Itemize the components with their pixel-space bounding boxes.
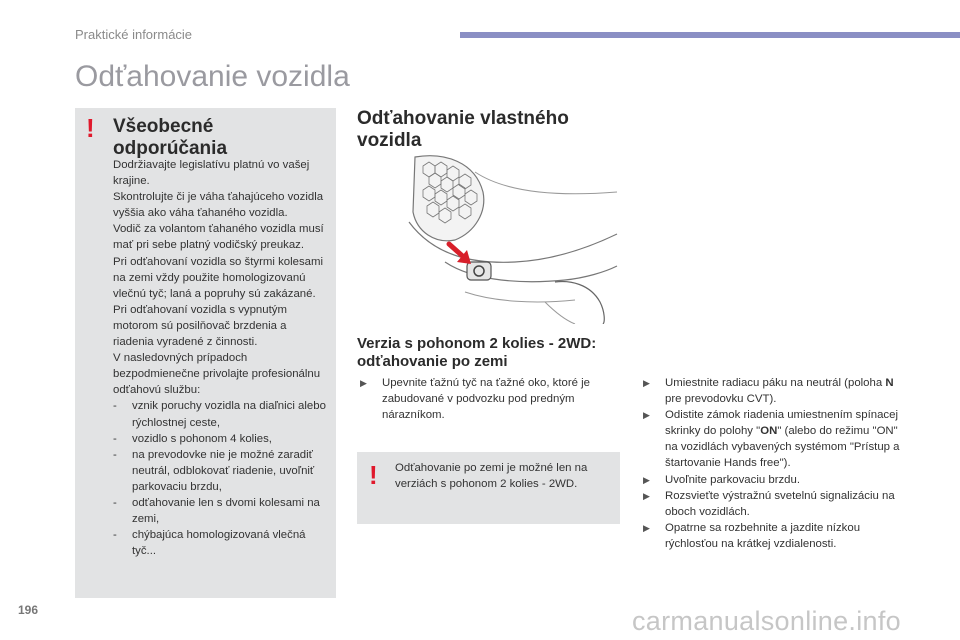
list-item (643, 407, 913, 471)
step-text: Rozsvieťte výstražnú svetelnú signalizáciu na oboch vozidlách. (665, 489, 895, 518)
step-text: Odistite zámok riadenia umiestnením spínacej skrinky do polohy " (665, 409, 898, 438)
car-front-towing-eye-illustration (405, 152, 620, 324)
step-text: pre prevodovku CVT). (665, 393, 777, 406)
two-wd-steps-left (360, 375, 610, 423)
two-wd-heading-text: Verzia s pohonom 2 kolies - 2WD: odťahovanie po zemi (357, 335, 597, 370)
list-item (360, 375, 610, 423)
own-vehicle-heading (357, 108, 597, 152)
general-paragraph: Vodič za volantom ťahaného vozidla musí mať pri sebe platný vodičský preukaz. (113, 223, 324, 252)
step-text: " (alebo do režimu "ON" na vozidlách vybavených systémom "Prístup a štartovanie Hands free"). (665, 425, 900, 470)
exclamation-icon: ! (86, 113, 95, 143)
list-item (643, 375, 913, 407)
arrow-bullet-icon: ▶ (643, 410, 650, 421)
watermark: carmanualsonline.info (632, 606, 901, 636)
own-vehicle-heading-text: Odťahovanie vlastného vozidla (357, 108, 569, 151)
general-text (113, 157, 328, 559)
two-wd-heading (357, 335, 627, 371)
page-number: 196 (18, 603, 39, 617)
general-paragraph: Dodržiavajte legislatívu platnú vo vašej krajine. (113, 159, 310, 188)
step-text: Uvoľnite parkovaciu brzdu. (665, 473, 801, 486)
step-text: Umiestnite radiacu páku na neutrál (poloha (665, 377, 886, 389)
list-item (643, 488, 913, 520)
arrow-bullet-icon: ▶ (643, 474, 650, 485)
page-title: Odťahovanie vozidla (75, 60, 350, 93)
list-item: - chýbajúca homologizovaná vlečná tyč... (113, 527, 328, 559)
list-item: - vozidlo s pohonom 4 kolies, (113, 431, 328, 447)
general-list (113, 398, 328, 559)
step-text: Upevnite ťažnú tyč na ťažné oko, ktoré je zabudované v podvozku pod predným nárazníkom. (382, 377, 590, 422)
general-paragraph: Pri odťahovaní vozidla so štyrmi kolesami na zemi vždy použite homologizovanú vlečnú tyč; laná a popruhy sú zakázané. (113, 255, 324, 300)
two-wd-steps-right (643, 375, 913, 552)
arrow-bullet-icon: ▶ (643, 522, 650, 533)
arrow-bullet-icon: ▶ (643, 490, 650, 501)
general-paragraph: Pri odťahovaní vozidla s vypnutým motorom sú posilňovač brzdenia a riadenia vyradené z činnosti. (113, 303, 287, 349)
general-heading (113, 116, 263, 160)
list-item: - odťahovanie len s dvomi kolesami na zemi, (113, 495, 328, 527)
note-text: Odťahovanie po zemi je možné len na verziách s pohonom 2 kolies - 2WD. (395, 462, 588, 491)
step-text: Opatrne sa rozbehnite a jazdite nízkou rýchlosťou na krátkej vzdialenosti. (665, 521, 861, 550)
list-item (643, 472, 913, 488)
header-bar (460, 32, 960, 38)
list-item: - vznik poruchy vozidla na diaľnici alebo rýchlostnej ceste, (113, 398, 328, 430)
general-paragraph: V nasledovných prípadoch bezpodmienečne privolajte profesionálnu odťahovú službu: (113, 352, 321, 397)
list-item: - na prevodovke nie je možné zaradiť neutrál, odblokovať riadenie, uvoľniť parkovaciu brzdu, (113, 447, 328, 495)
general-paragraph: Skontrolujte či je váha ťahajúceho vozidla vyššia ako váha ťahaného vozidla. (113, 191, 324, 220)
step-strong: ON (760, 425, 778, 438)
list-item (643, 520, 913, 552)
general-heading-text: Všeobecné odporúčania (113, 116, 228, 159)
step-strong: N (885, 377, 894, 389)
exclamation-icon: ! (369, 460, 378, 490)
arrow-bullet-icon: ▶ (643, 378, 650, 388)
section-label: Praktické informácie (75, 27, 193, 42)
arrow-bullet-icon: ▶ (360, 378, 367, 388)
